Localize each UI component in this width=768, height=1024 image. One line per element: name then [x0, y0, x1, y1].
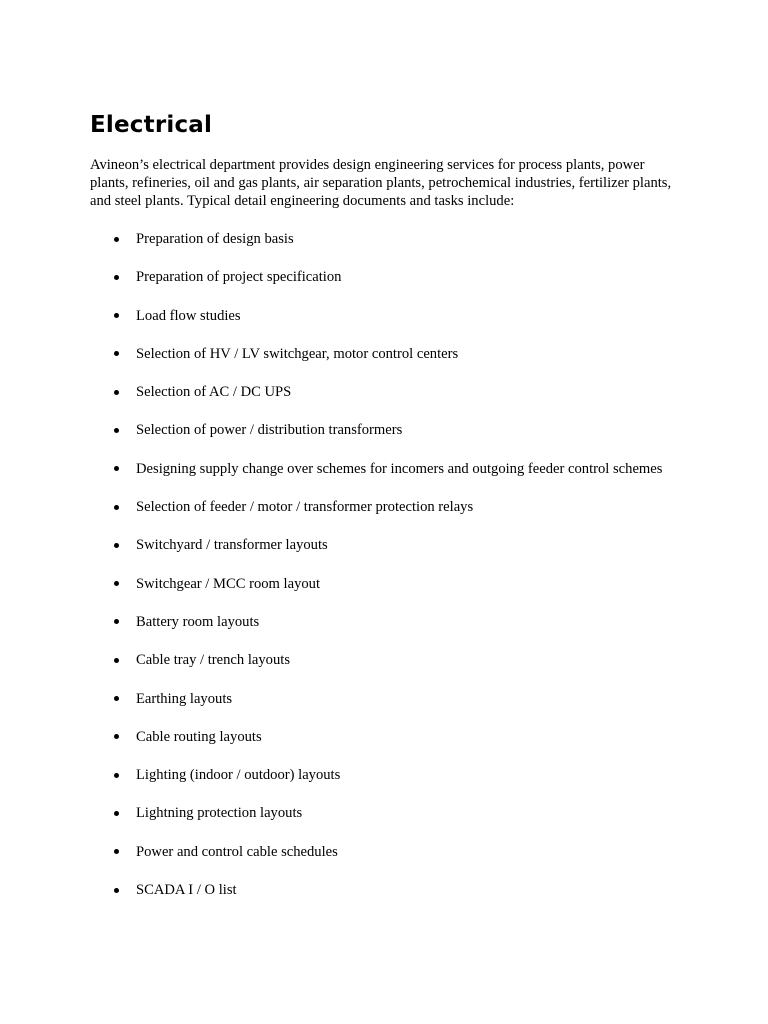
list-item-text: Selection of feeder / motor / transformer protection relays [136, 499, 474, 516]
list-item [90, 690, 680, 708]
bullet-icon [114, 658, 119, 663]
bullet-icon [114, 428, 119, 433]
intro-paragraph: Avineon’s electrical department provides design engineering services for process plants, power plants, refineries, oil and gas plants, air separation plants, petrochemical industries, fertilizer plants, and steel plants. Typical detail engineering documents and tasks include: [90, 157, 672, 209]
list-item-text: Selection of power / distribution transformers [136, 422, 403, 439]
list-item-text: Load flow studies [136, 307, 241, 324]
bullet-icon [114, 505, 119, 510]
list-item [90, 498, 680, 516]
list-item-text: Cable tray / trench layouts [136, 652, 290, 669]
bullet-icon [114, 734, 119, 739]
list-item [90, 307, 680, 325]
bullet-icon [114, 390, 119, 395]
bullet-icon [114, 543, 119, 548]
bullet-icon [114, 313, 119, 318]
list-item-text: Lightning protection layouts [136, 805, 303, 822]
document-page [90, 112, 680, 919]
bullet-icon [114, 237, 119, 242]
list-item [90, 345, 680, 363]
list-item-text: SCADA I / O list [136, 882, 237, 899]
bullet-icon [114, 619, 119, 624]
bullet-icon [114, 696, 119, 701]
list-item-text: Switchyard / transformer layouts [136, 537, 328, 554]
bullet-icon [114, 888, 119, 893]
task-list [90, 230, 680, 899]
list-item [90, 881, 680, 899]
list-item-text: Battery room layouts [136, 613, 260, 630]
list-item [90, 421, 680, 439]
list-item-text: Designing supply change over schemes for incomers and outgoing feeder control schemes [136, 460, 663, 477]
list-item [90, 575, 680, 593]
list-item-text: Lighting (indoor / outdoor) layouts [136, 767, 341, 784]
list-item-text: Switchgear / MCC room layout [136, 575, 321, 592]
list-item-text: Selection of HV / LV switchgear, motor control centers [136, 345, 459, 362]
list-item-text: Power and control cable schedules [136, 843, 338, 860]
list-item [90, 766, 680, 784]
list-item [90, 613, 680, 631]
list-item [90, 460, 680, 478]
list-item-text: Preparation of design basis [136, 231, 294, 247]
bullet-icon [114, 849, 119, 854]
list-item-text: Preparation of project specification [136, 269, 342, 286]
list-item-text: Cable routing layouts [136, 728, 262, 745]
list-item [90, 268, 680, 286]
list-item [90, 804, 680, 822]
list-item [90, 383, 680, 401]
bullet-icon [114, 275, 119, 280]
list-item [90, 651, 680, 669]
list-item-text: Selection of AC / DC UPS [136, 384, 292, 401]
list-item [90, 843, 680, 861]
bullet-icon [114, 351, 119, 356]
bullet-icon [114, 466, 119, 471]
bullet-icon [114, 581, 119, 586]
bullet-icon [114, 773, 119, 778]
list-item [90, 728, 680, 746]
bullet-icon [114, 811, 119, 816]
list-item [90, 536, 680, 554]
list-item-text: Earthing layouts [136, 690, 233, 707]
list-item [90, 230, 680, 248]
page-title: Electrical [90, 112, 213, 138]
